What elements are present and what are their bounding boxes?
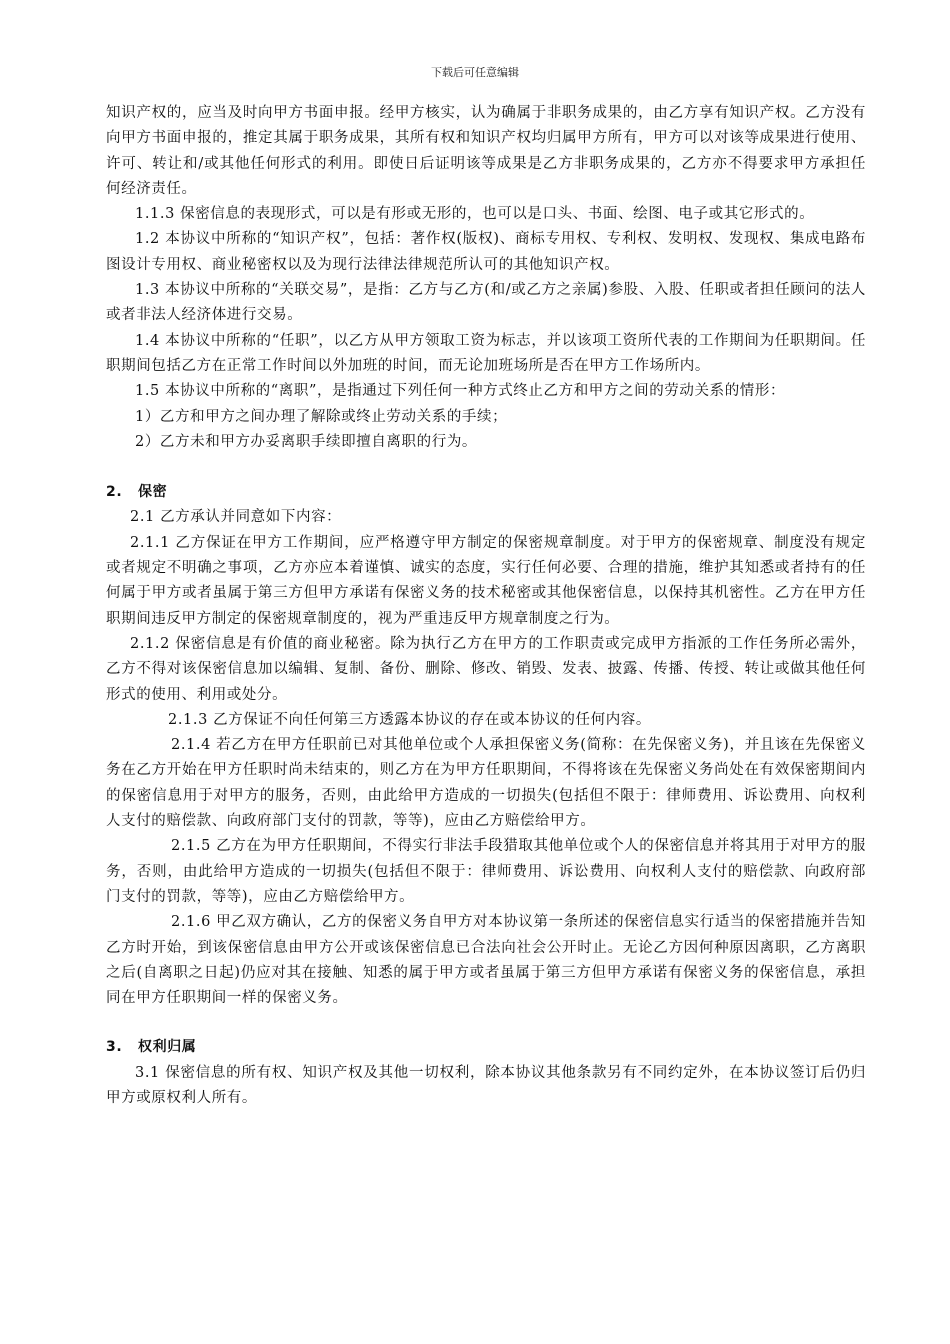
- clause-2-1-1: 2.1.1 乙方保证在甲方工作期间，应严格遵守甲方制定的保密规章制度。对于甲方的保密规章、制度没有规定或者规定不明确之事项，乙方亦应本着谨慎、诚实的态度，实行任何必要、合理的措施，维护其知悉或者持有的任何属于甲方或者虽属于第三方但甲方承诺有保密义务的技术秘密或其他保密信息，以保持其机密性。乙方在甲方任职期间违反甲方制定的保密规章制度的，视为严重违反甲方规章制度之行为。: [106, 534, 866, 627]
- clause-1-5-item-1: 1）乙方和甲方之间办理了解除或终止劳动关系的手续；: [135, 408, 508, 425]
- section-3-heading: [106, 1035, 866, 1060]
- clause-1-1-3: 1.1.3 保密信息的表现形式，可以是有形或无形的，也可以是口头、书面、绘图、电子或其它形式的。: [135, 206, 815, 223]
- document-body: [106, 101, 866, 1111]
- clause-1-2: 1.2 本协议中所称的“知识产权”，包括：著作权(版权)、商标专用权、专利权、发明权、发现权、集成电路布图设计专用权、商业秘密权以及为现行法律法律规范所认可的其他知识产权。: [106, 231, 866, 273]
- clause-1-4: 1.4 本协议中所称的“任职”，以乙方从甲方领取工资为标志，并以该项工资所代表的工作期间为任职期间。任职期间包括乙方在正常工作时间以外加班的时间，而无论加班场所是否在甲方工作场所内。: [106, 332, 866, 374]
- clause-2-1: 2.1 乙方承认并同意如下内容：: [130, 509, 342, 526]
- section-2-number: 2.: [106, 484, 123, 501]
- clause-2-1-2: 2.1.2 保密信息是有价值的商业秘密。除为执行乙方在甲方的工作职责或完成甲方指派的工作任务所必需外，乙方不得对该保密信息加以编辑、复制、备份、删除、修改、销毁、发表、披露、传播、传授、转让或做其他任何形式的使用、利用或处分。: [106, 635, 866, 703]
- clause-2-1-6: 2.1.6 甲乙双方确认，乙方的保密义务自甲方对本协议第一条所述的保密信息实行适当的保密措施并告知乙方时开始，到该保密信息由甲方公开或该保密信息已合法向社会公开时止。无论乙方因何种原因离职，乙方离职之后(自离职之日起)仍应对其在接触、知悉的属于甲方或者虽属于第三方但甲方承诺有保密义务的保密信息，承担同在甲方任职期间一样的保密义务。: [106, 914, 866, 1007]
- section-3-title: 权利归属: [138, 1039, 197, 1056]
- clause-2-1-5: 2.1.5 乙方在为甲方任职期间，不得实行非法手段猎取其他单位或个人的保密信息并将其用于对甲方的服务，否则，由此给甲方造成的一切损失(包括但不限于：律师费用、诉讼费用、向权利人支付的赔偿款、向政府部门支付的罚款，等等)，应由乙方赔偿给甲方。: [106, 838, 866, 905]
- paragraph-ip-declaration: 知识产权的，应当及时向甲方书面申报。经甲方核实，认为确属于非职务成果的，由乙方享有知识产权。乙方没有向甲方书面申报的，推定其属于职务成果，其所有权和知识产权均归属甲方所有，甲方可以对该等成果进行使用、许可、转让和/或其他任何形式的利用。即使日后证明该等成果是乙方非职务成果的，乙方亦不得要求甲方承担任何经济责任。: [106, 105, 866, 197]
- section-2-title: 保密: [138, 484, 168, 501]
- clause-2-1-3: 2.1.3 乙方保证不向任何第三方透露本协议的存在或本协议的任何内容。: [168, 711, 652, 728]
- section-2-heading: [106, 480, 866, 505]
- page-header: 下载后可任意编辑: [431, 66, 519, 79]
- clause-3-1: 3.1 保密信息的所有权、知识产权及其他一切权利，除本协议其他条款另有不同约定外，在本协议签订后仍归甲方或原权利人所有。: [106, 1064, 866, 1106]
- clause-1-3: 1.3 本协议中所称的“关联交易”，是指：乙方与乙方(和/或乙方之亲属)参股、入股、任职或者担任顾问的法人或者非法人经济体进行交易。: [106, 282, 866, 324]
- clause-1-5: 1.5 本协议中所称的“离职”，是指通过下列任何一种方式终止乙方和甲方之间的劳动关系的情形：: [135, 383, 786, 400]
- section-3-number: 3.: [106, 1039, 123, 1056]
- clause-1-5-item-2: 2）乙方未和甲方办妥离职手续即擅自离职的行为。: [135, 433, 478, 450]
- clause-2-1-4: 2.1.4 若乙方在甲方任职前已对其他单位或个人承担保密义务(简称：在先保密义务)，并且该在先保密义务在乙方开始在甲方任职时尚未结束的，则乙方在为甲方任职期间，不得将该在先保密义务尚处在有效保密期间内的保密信息用于对甲方的服务，否则，由此给甲方造成的一切损失(包括但不限于：律师费用、诉讼费用、向权利人支付的赔偿款、向政府部门支付的罚款，等等)，应由乙方赔偿给甲方。: [106, 737, 866, 830]
